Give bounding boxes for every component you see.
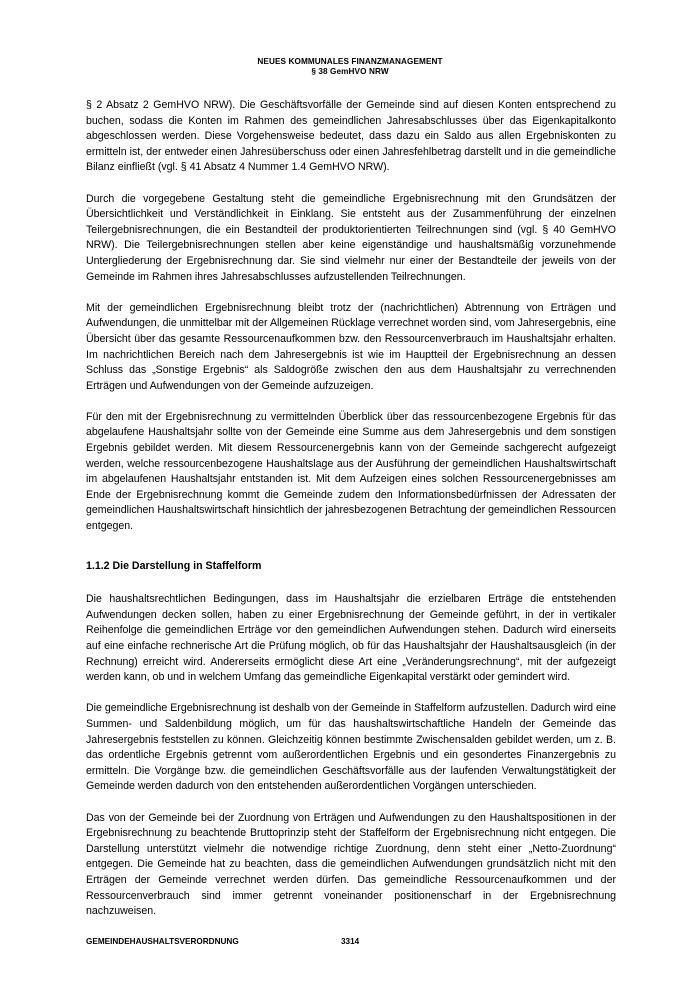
page-number: 3314 — [341, 937, 360, 946]
page-header — [0, 57, 700, 77]
header-subtitle: § 38 GemHVO NRW — [311, 67, 389, 76]
paragraph-6: Die gemeindliche Ergebnisrechnung ist deshalb von der Gemeinde in Staffelform aufzustellen. Dadurch wird eine Summen- und Saldenbildung möglich, um für das haushaltswirtschaftliche Handeln der Gemeinde das Jahresergebnis feststellen zu können. Gleichzeitig können bestimmte Zwischensalden gebildet werden, um z. B. das ordentliche Ergebnis getrennt vom außerordentlichen Ergebnis und ein gesondertes Finanzergebnis zu ermitteln. Die Vorgänge bzw. die gemeindlichen Geschäftsvorfälle aus der laufenden Verwaltungstätigkeit der Gemeinde werden dadurch von den entstehenden außerordentlichen Vorgängen unterschieden. — [86, 702, 616, 793]
paragraph-5: Die haushaltsrechtlichen Bedingungen, dass im Haushaltsjahr die erzielbaren Erträge die entstehenden Aufwendungen decken sollen, haben zu einer Ergebnisrechnung der Gemeinde geführt, in der in vertikaler Reihenfolge die gemeindlichen Erträge vor den gemeindlichen Aufwendungen stehen. Dadurch wird einerseits auf eine einfache rechnerische Art die Prüfung möglich, ob für das Haushaltsjahr der Haushaltsausgleich (in der Rechnung) erreicht wird. Andererseits ermöglicht diese Art eine „Veränderungsrechnung“, mit der aufgezeigt werden kann, ob und in welchem Umfang das gemeindliche Eigenkapital verstärkt oder gemindert wird. — [86, 593, 616, 684]
paragraph-3: Mit der gemeindlichen Ergebnisrechnung bleibt trotz der (nachrichtlichen) Abtrennung von Erträgen und Aufwendungen, die unmittelbar mit der Allgemeinen Rücklage verrechnet worden sind, vom Jahresergebnis, eine Übersicht über das gesamte Ressourcenaufkommen bzw. den Ressourcenverbrauch im Haushaltsjahr erhalten. Im nachrichtlichen Bereich nach dem Jahresergebnis ist wie im Hauptteil der Ergebnisrechnung an dessen Schluss das „Sonstige Ergebnis“ als Saldogröße zwischen den aus dem Haushaltsjahr zu verrechnenden Erträgen und Aufwendungen von der Gemeinde aufzuzeigen. — [86, 301, 616, 392]
body-text — [86, 98, 616, 920]
page-footer — [86, 937, 360, 946]
paragraph-4: Für den mit der Ergebnisrechnung zu vermittelnden Überblick über das ressourcenbezogene Ergebnis für das abgelaufene Haushaltsjahr sollte von der Gemeinde eine Summe aus dem Jahresergebnis und dem sonstigen Ergebnis gebildet werden. Mit diesem Ressourcenergebnis kann von der Gemeinde sachgerecht aufgezeigt werden, welche ressourcenbezogene Haushaltslage aus der Ausführung der gemeindlichen Haushaltswirtschaft im abgelaufenen Haushaltsjahr entstanden ist. Mit dem Aufzeigen eines solchen Ressourcenergebnisses am Ende der Ergebnisrechnung kommt die Gemeinde zudem den Informationsbedürfnissen der Adressaten der gemeindlichen Haushaltswirtschaft hinsichtlich der jahresbezogenen Betrachtung der gemeindlichen Ressourcen entgegen. — [86, 410, 616, 533]
section-heading: 1.1.2 Die Darstellung in Staffelform — [86, 559, 262, 572]
paragraph-7: Das von der Gemeinde bei der Zuordnung von Erträgen und Aufwendungen zu den Haushaltspositionen in der Ergebnisrechnung zu beachtende Bruttoprinzip steht der Staffelform der Ergebnisrechnung nicht entgegen. Die Darstellung unterstützt vielmehr die notwendige richtige Zuordnung, denn steht einer „Netto-Zuordnung“ entgegen. Die Gemeinde hat zu beachten, dass die gemeindlichen Aufwendungen grundsätzlich nicht mit den Erträgen der Gemeinde verrechnet werden dürfen. Das gemeindliche Ressourcenaufkommen und der Ressourcenverbrauch sind immer getrennt voneinander positionenscharf in der Ergebnisrechnung nachzuweisen. — [86, 811, 616, 918]
paragraph-1: § 2 Absatz 2 GemHVO NRW). Die Geschäftsvorfälle der Gemeinde sind auf diesen Konten entsprechend zu buchen, sodass die Konten im Rahmen des gemeindlichen Jahresabschlusses über das Eigenkapitalkonto abgeschlossen werden. Diese Vorgehensweise bedeutet, dass dazu ein Saldo aus allen Ergebniskonten zu ermitteln ist, der entweder einen Jahresüberschuss oder einen Jahresfehlbetrag darstellt und in die gemeindliche Bilanz einfließt (vgl. § 41 Absatz 4 Nummer 1.4 GemHVO NRW). — [86, 99, 616, 174]
paragraph-2: Durch die vorgegebene Gestaltung steht die gemeindliche Ergebnisrechnung mit den Grundsätzen der Übersichtlichkeit und Verständlichkeit in Einklang. Sie entsteht aus der Zusammenführung der einzelnen Teilergebnisrechnungen, die ein Bestandteil der produktorientierten Teilrechnungen sind (vgl. § 40 GemHVO NRW). Die Teilergebnisrechnungen stellen aber keine eigenständige und haushaltsmäßig vorzunehmende Untergliederung der Ergebnisrechnung dar. Sie sind vielmehr nur einer der Bestandteile der jeweils von der Gemeinde im Rahmen ihres Jahresabschlusses aufzustellenden Teilrechnungen. — [86, 192, 616, 283]
header-title: NEUES KOMMUNALES FINANZMANAGEMENT — [257, 57, 443, 66]
footer-title: GEMEINDEHAUSHALTSVERORDNUNG — [86, 937, 239, 946]
